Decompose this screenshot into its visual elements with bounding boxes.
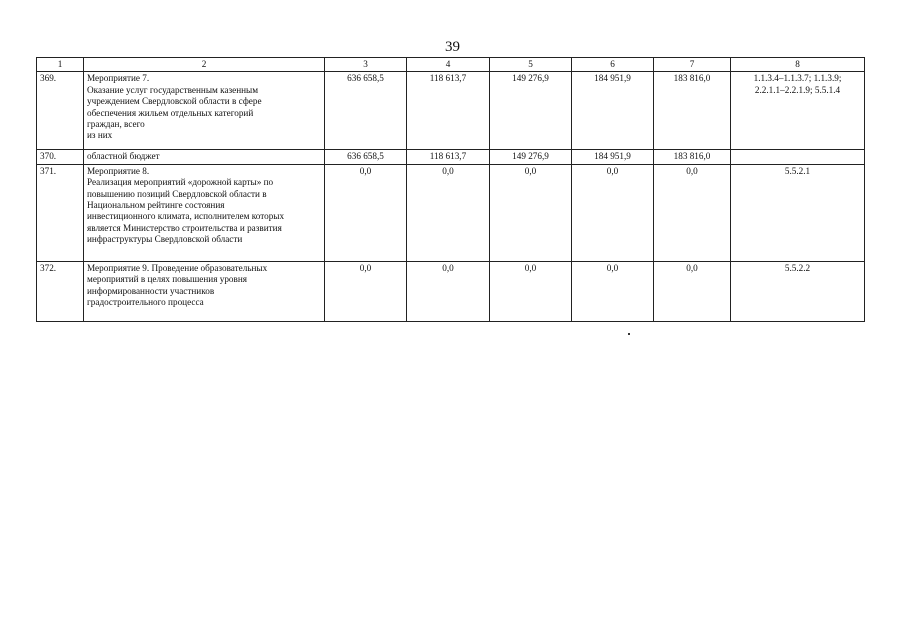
value-col-7: 183 816,0: [654, 150, 731, 164]
description-line: мероприятий в целях повышения уровня: [87, 274, 248, 285]
description-line: учреждением Свердловской области в сфере: [87, 96, 262, 107]
value-col-6: 0,0: [572, 261, 654, 321]
description-line: обеспечения жильем отдельных категорий: [87, 107, 254, 118]
column-header: 4: [407, 58, 490, 72]
description-line: областной бюджет: [87, 151, 160, 162]
description-line: инфраструктуры Свердловской области: [87, 234, 243, 245]
row-number: 369.: [37, 72, 84, 150]
value-col-7: 183 816,0: [654, 72, 731, 150]
scan-speck: [628, 333, 630, 335]
activity-description: [84, 261, 325, 321]
value-col-7: 0,0: [654, 261, 731, 321]
code-line: 5.5.2.1: [784, 165, 811, 176]
column-header: 6: [572, 58, 654, 72]
description-line: Национальном рейтинге состояния: [87, 200, 225, 211]
value-col-5: 149 276,9: [490, 150, 572, 164]
value-col-4: 0,0: [407, 261, 490, 321]
column-header: 5: [490, 58, 572, 72]
column-header: 1: [37, 58, 84, 72]
column-header: 8: [731, 58, 865, 72]
row-number: 370.: [37, 150, 84, 164]
value-col-5: 0,0: [490, 164, 572, 261]
description-line: граждан, всего: [87, 119, 145, 130]
activity-description: [84, 150, 325, 164]
table-row: [37, 164, 865, 261]
description-line: информированности участников: [87, 285, 215, 296]
description-line: повышению позиций Свердловской области в: [87, 188, 267, 199]
value-col-3: 0,0: [325, 164, 407, 261]
target-codes: [731, 261, 865, 321]
column-header: 7: [654, 58, 731, 72]
value-col-6: 184 951,9: [572, 150, 654, 164]
activity-description: [84, 72, 325, 150]
column-header: 2: [84, 58, 325, 72]
description-line: Мероприятие 9. Проведение образовательных: [87, 262, 268, 273]
value-col-4: 118 613,7: [407, 72, 490, 150]
activity-description: [84, 164, 325, 261]
value-col-5: 149 276,9: [490, 72, 572, 150]
table-header-row: [37, 58, 865, 72]
value-col-7: 0,0: [654, 164, 731, 261]
value-col-6: 184 951,9: [572, 72, 654, 150]
value-col-6: 0,0: [572, 164, 654, 261]
budget-table: [36, 57, 865, 322]
code-line: 5.5.2.2: [784, 262, 811, 273]
target-codes: [731, 72, 865, 150]
value-col-4: 0,0: [407, 164, 490, 261]
row-number: 371.: [37, 164, 84, 261]
table-row: [37, 261, 865, 321]
code-line: 2.2.1.1–2.2.1.9; 5.5.1.4: [754, 84, 841, 95]
description-line: градостроительного процесса: [87, 297, 204, 308]
description-line: Реализация мероприятий «дорожной карты» по: [87, 177, 274, 188]
code-line: 1.1.3.4–1.1.3.7; 1.1.3.9;: [753, 73, 842, 84]
value-col-3: 0,0: [325, 261, 407, 321]
column-header: 3: [325, 58, 407, 72]
table-row: [37, 72, 865, 150]
description-line: Оказание услуг государственным казенным: [87, 84, 259, 95]
value-col-3: 636 658,5: [325, 150, 407, 164]
description-line: является Министерство строительства и развития: [87, 222, 282, 233]
description-line: Мероприятие 7.: [87, 73, 150, 84]
target-codes: [731, 164, 865, 261]
description-line: из них: [87, 130, 113, 141]
description-line: Мероприятие 8.: [87, 165, 150, 176]
page-number: 39: [445, 39, 460, 55]
value-col-5: 0,0: [490, 261, 572, 321]
description-line: инвестиционного климата, исполнителем которых: [87, 211, 285, 222]
value-col-4: 118 613,7: [407, 150, 490, 164]
value-col-3: 636 658,5: [325, 72, 407, 150]
target-codes: [731, 150, 865, 164]
row-number: 372.: [37, 261, 84, 321]
table-row: [37, 150, 865, 164]
